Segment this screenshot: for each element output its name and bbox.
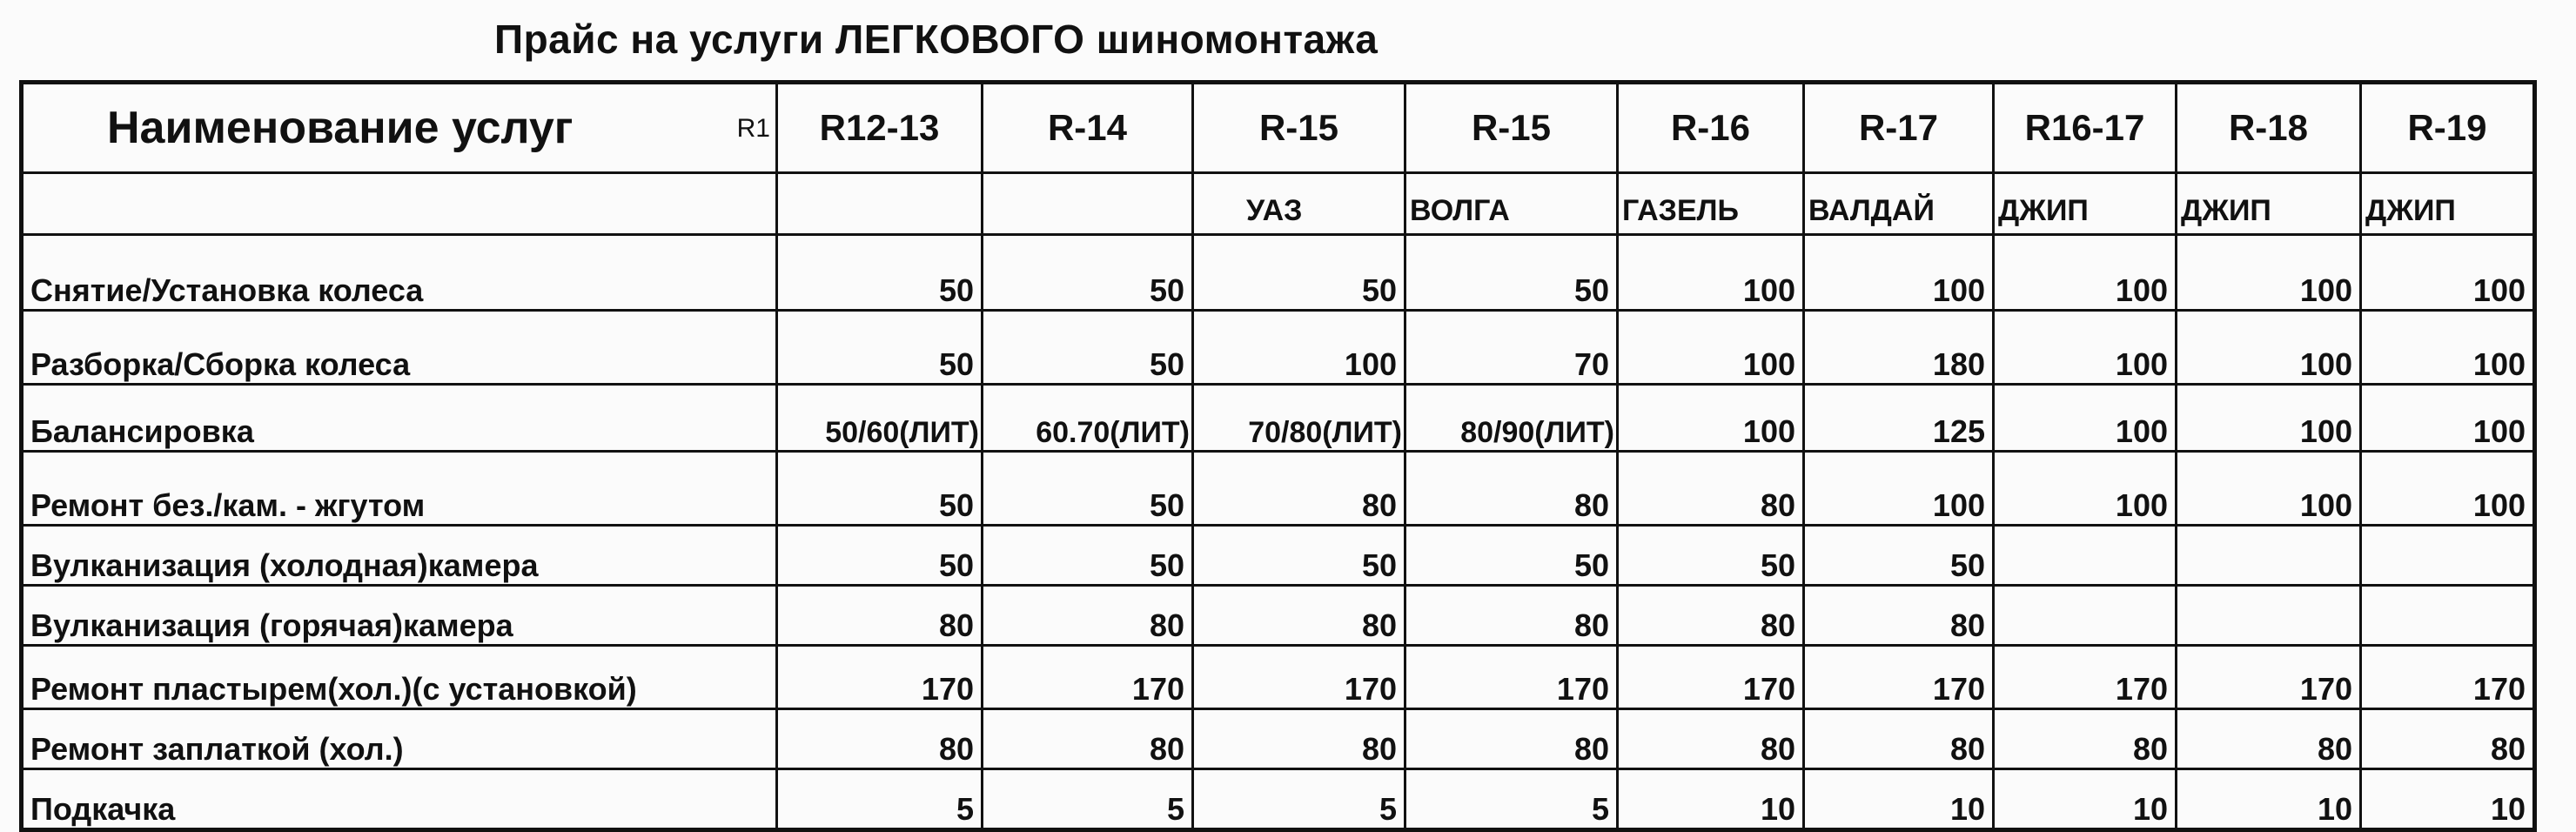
column-header-vehicle: ДЖИП xyxy=(2177,173,2361,235)
column-header-vehicle: ВОЛГА xyxy=(1405,173,1618,235)
column-header-size: R16-17 xyxy=(1994,83,2177,173)
column-header-service xyxy=(22,83,777,173)
column-header-size: R12-13 xyxy=(777,83,983,173)
service-name-cell: Ремонт без./кам. - жгутом xyxy=(22,452,777,526)
price-cell: 50 xyxy=(1618,526,1804,586)
price-cell: 10 xyxy=(1804,769,1994,830)
service-name-cell: Ремонт заплаткой (хол.) xyxy=(22,709,777,769)
price-cell: 80 xyxy=(983,709,1193,769)
price-table xyxy=(19,80,2537,832)
price-cell: 180 xyxy=(1804,311,1994,385)
price-cell: 100 xyxy=(1618,385,1804,452)
service-name-cell: Балансировка xyxy=(22,385,777,452)
price-cell: 170 xyxy=(1405,646,1618,709)
price-cell: 10 xyxy=(1618,769,1804,830)
price-cell: 80 xyxy=(983,586,1193,646)
price-cell: 170 xyxy=(1618,646,1804,709)
price-cell: 100 xyxy=(1994,235,2177,311)
table-row xyxy=(22,709,2535,769)
column-header-empty xyxy=(22,173,777,235)
price-cell: 100 xyxy=(2361,311,2535,385)
price-cell: 80 xyxy=(1405,709,1618,769)
price-cell: 50 xyxy=(777,235,983,311)
price-cell: 50/60(ЛИТ) xyxy=(777,385,983,452)
table-row xyxy=(22,235,2535,311)
price-cell: 50 xyxy=(1405,526,1618,586)
price-cell: 170 xyxy=(777,646,983,709)
price-cell: 80 xyxy=(1618,452,1804,526)
price-cell: 50 xyxy=(1193,526,1405,586)
table-row xyxy=(22,646,2535,709)
table-row xyxy=(22,769,2535,830)
price-cell: 70 xyxy=(1405,311,1618,385)
price-cell: 5 xyxy=(1405,769,1618,830)
price-cell: 5 xyxy=(1193,769,1405,830)
price-cell: 50 xyxy=(1193,235,1405,311)
service-name-cell: Вулканизация (горячая)камера xyxy=(22,586,777,646)
price-cell: 80 xyxy=(1193,586,1405,646)
page-title: Прайс на услуги ЛЕГКОВОГО шиномонтажа xyxy=(494,17,1379,62)
price-cell: 100 xyxy=(1618,311,1804,385)
price-cell xyxy=(1994,586,2177,646)
header-row-vehicles xyxy=(22,173,2535,235)
column-header-vehicle: ГАЗЕЛЬ xyxy=(1618,173,1804,235)
price-cell: 80 xyxy=(1618,709,1804,769)
table-row xyxy=(22,586,2535,646)
column-header-vehicle xyxy=(983,173,1193,235)
price-cell xyxy=(2177,586,2361,646)
price-cell: 100 xyxy=(1994,452,2177,526)
price-cell xyxy=(1994,526,2177,586)
price-cell xyxy=(2361,586,2535,646)
price-cell: 70/80(ЛИТ) xyxy=(1193,385,1405,452)
price-cell: 100 xyxy=(1804,452,1994,526)
price-cell: 80 xyxy=(1405,452,1618,526)
price-cell: 100 xyxy=(2177,235,2361,311)
price-cell: 80 xyxy=(777,586,983,646)
price-cell: 100 xyxy=(2361,235,2535,311)
service-name-cell: Подкачка xyxy=(22,769,777,830)
column-header-note: R1 xyxy=(736,114,770,143)
price-cell: 80 xyxy=(2177,709,2361,769)
price-cell: 80/90(ЛИТ) xyxy=(1405,385,1618,452)
price-cell: 50 xyxy=(983,526,1193,586)
column-header-size: R-18 xyxy=(2177,83,2361,173)
service-name-cell: Снятие/Установка колеса xyxy=(22,235,777,311)
table-row xyxy=(22,311,2535,385)
price-cell: 10 xyxy=(1994,769,2177,830)
price-cell: 170 xyxy=(1804,646,1994,709)
price-cell: 170 xyxy=(2177,646,2361,709)
price-cell: 80 xyxy=(1804,586,1994,646)
column-header-size: R-16 xyxy=(1618,83,1804,173)
price-cell: 100 xyxy=(2177,385,2361,452)
column-header-size: R-15 xyxy=(1193,83,1405,173)
price-table-body xyxy=(22,235,2535,830)
table-row xyxy=(22,452,2535,526)
price-cell: 100 xyxy=(1618,235,1804,311)
price-cell: 170 xyxy=(1994,646,2177,709)
column-header-size: R-15 xyxy=(1405,83,1618,173)
price-cell: 50 xyxy=(983,452,1193,526)
price-cell: 100 xyxy=(2177,311,2361,385)
column-header-size: R-19 xyxy=(2361,83,2535,173)
price-cell: 80 xyxy=(777,709,983,769)
price-cell: 50 xyxy=(1405,235,1618,311)
price-cell: 50 xyxy=(983,311,1193,385)
column-header-service-label: Наименование услуг xyxy=(107,103,574,153)
price-cell: 50 xyxy=(1804,526,1994,586)
price-cell: 100 xyxy=(1193,311,1405,385)
service-name-cell: Ремонт пластырем(хол.)(с установкой) xyxy=(22,646,777,709)
price-cell: 5 xyxy=(777,769,983,830)
price-cell: 80 xyxy=(1193,709,1405,769)
column-header-vehicle: ВАЛДАЙ xyxy=(1804,173,1994,235)
price-cell: 60.70(ЛИТ) xyxy=(983,385,1193,452)
column-header-vehicle: УАЗ xyxy=(1193,173,1405,235)
column-header-vehicle: ДЖИП xyxy=(1994,173,2177,235)
price-cell: 80 xyxy=(2361,709,2535,769)
price-cell: 100 xyxy=(1804,235,1994,311)
price-cell: 100 xyxy=(2361,385,2535,452)
price-cell: 5 xyxy=(983,769,1193,830)
column-header-vehicle xyxy=(777,173,983,235)
price-cell: 170 xyxy=(983,646,1193,709)
price-cell: 100 xyxy=(2177,452,2361,526)
service-name-cell: Разборка/Сборка колеса xyxy=(22,311,777,385)
column-header-size: R-14 xyxy=(983,83,1193,173)
table-row xyxy=(22,526,2535,586)
header-row-sizes xyxy=(22,83,2535,173)
price-cell: 50 xyxy=(777,452,983,526)
price-cell: 100 xyxy=(2361,452,2535,526)
price-cell: 50 xyxy=(777,311,983,385)
price-cell: 10 xyxy=(2361,769,2535,830)
price-cell: 50 xyxy=(777,526,983,586)
price-cell: 80 xyxy=(1804,709,1994,769)
price-cell: 100 xyxy=(1994,311,2177,385)
table-row xyxy=(22,385,2535,452)
price-cell: 10 xyxy=(2177,769,2361,830)
price-cell: 125 xyxy=(1804,385,1994,452)
price-cell: 80 xyxy=(1193,452,1405,526)
column-header-vehicle: ДЖИП xyxy=(2361,173,2535,235)
price-cell xyxy=(2361,526,2535,586)
service-name-cell: Вулканизация (холодная)камера xyxy=(22,526,777,586)
price-cell: 170 xyxy=(2361,646,2535,709)
price-cell: 50 xyxy=(983,235,1193,311)
price-cell: 100 xyxy=(1994,385,2177,452)
price-cell: 170 xyxy=(1193,646,1405,709)
price-cell: 80 xyxy=(1618,586,1804,646)
column-header-size: R-17 xyxy=(1804,83,1994,173)
price-cell: 80 xyxy=(1405,586,1618,646)
price-cell xyxy=(2177,526,2361,586)
price-cell: 80 xyxy=(1994,709,2177,769)
